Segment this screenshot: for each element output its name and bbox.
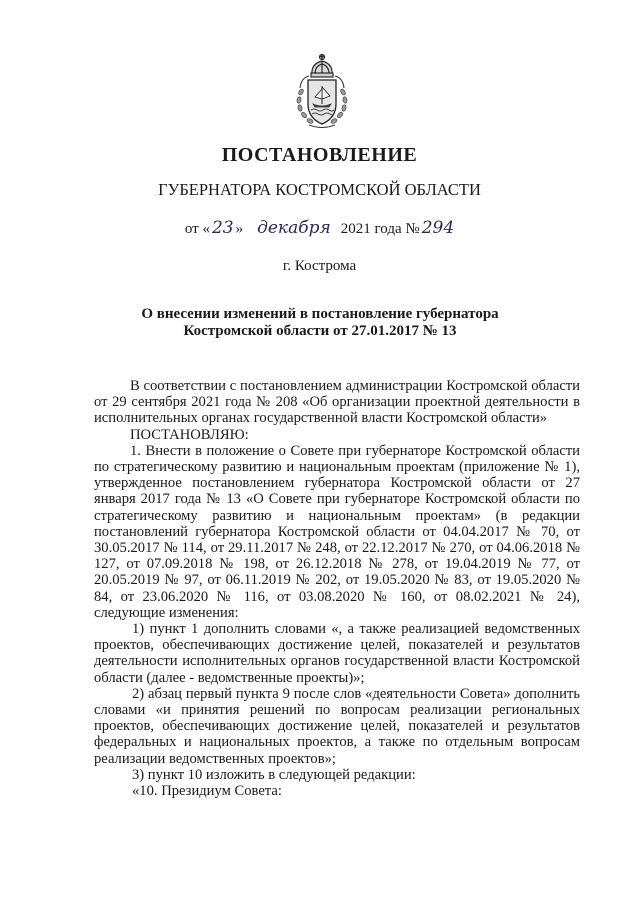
heading-line-2: Костромской области от 27.01.2017 № 13 xyxy=(183,323,457,339)
document-title: ПОСТАНОВЛЕНИЕ xyxy=(221,144,418,166)
document-body xyxy=(94,378,580,799)
date-day-handwritten: 23 xyxy=(211,218,234,238)
document-number-handwritten: 294 xyxy=(421,218,455,238)
paragraph-quote-start: «10. Президиум Совета: xyxy=(132,783,282,800)
paragraph-preamble: В соответствии с постановлением администрации Костромской области от 29 сентября 2021 года № 208 «Об организации проектной деятельности в исполнительных органах государственной власти Костромской области» xyxy=(94,378,580,427)
date-month-handwritten: декабря xyxy=(257,218,331,238)
paragraph-subitem-1: 1) пункт 1 дополнить словами «, а также реализацией ведомственных проектов, обеспечивающих достижение целей, показателей и результатов деятельности исполнительных органов государственной власти Костромской области (далее - ведомственные проекты)»; xyxy=(94,621,580,686)
date-mid: » xyxy=(235,221,244,237)
date-year: 2021 года № xyxy=(340,221,420,237)
document-dateline xyxy=(0,218,639,238)
document-issuer: ГУБЕРНАТОРА КОСТРОМСКОЙ ОБЛАСТИ xyxy=(158,180,481,199)
date-prefix: от « xyxy=(184,221,210,237)
paragraph-subitem-2: 2) абзац первый пункта 9 после слов «деятельности Совета» дополнить словами «и принятия решений по вопросам реализации региональных проектов, обеспечивающих достижение целей, показателей и результатов федеральных и национальных проектов, а также по отдельным вопросам реализации ведомственных проектов»; xyxy=(94,685,580,767)
document-heading xyxy=(100,306,540,340)
document-city: г. Кострома xyxy=(282,258,357,274)
paragraph-subitem-3: 3) пункт 10 изложить в следующей редакции: xyxy=(132,766,416,783)
paragraph-decree: ПОСТАНОВЛЯЮ: xyxy=(130,426,249,443)
heading-line-1: О внесении изменений в постановление губернатора xyxy=(141,306,499,322)
coat-of-arms-emblem xyxy=(291,52,353,132)
paragraph-item-1: 1. Внести в положение о Совете при губернаторе Костромской области по стратегическому развитию и национальным проектам (приложение № 1), утвержденное постановлением губернатора Костромской области от 27 января 2017 года № 13 «О Совете при губернаторе Костромской области по стратегическому развитию и национальным проектам» (в редакции постановлений губернатора Костромской области от 04.04.2017 № 70, от 30.05.2017 № 114, от 29.11.2017 № 248, от 22.12.2017 № 270, от 04.06.2018 № 127, от 07.09.2018 № 198, от 26.12.2018 № 278, от 19.04.2019 № 77, от 20.05.2019 № 97, от 06.11.2019 № 202, от 19.05.2020 № 83, от 19.05.2020 № 84, от 23.06.2020 № 116, от 03.08.2020 № 160, от 08.02.2021 № 24), следующие изменения: xyxy=(94,442,580,621)
